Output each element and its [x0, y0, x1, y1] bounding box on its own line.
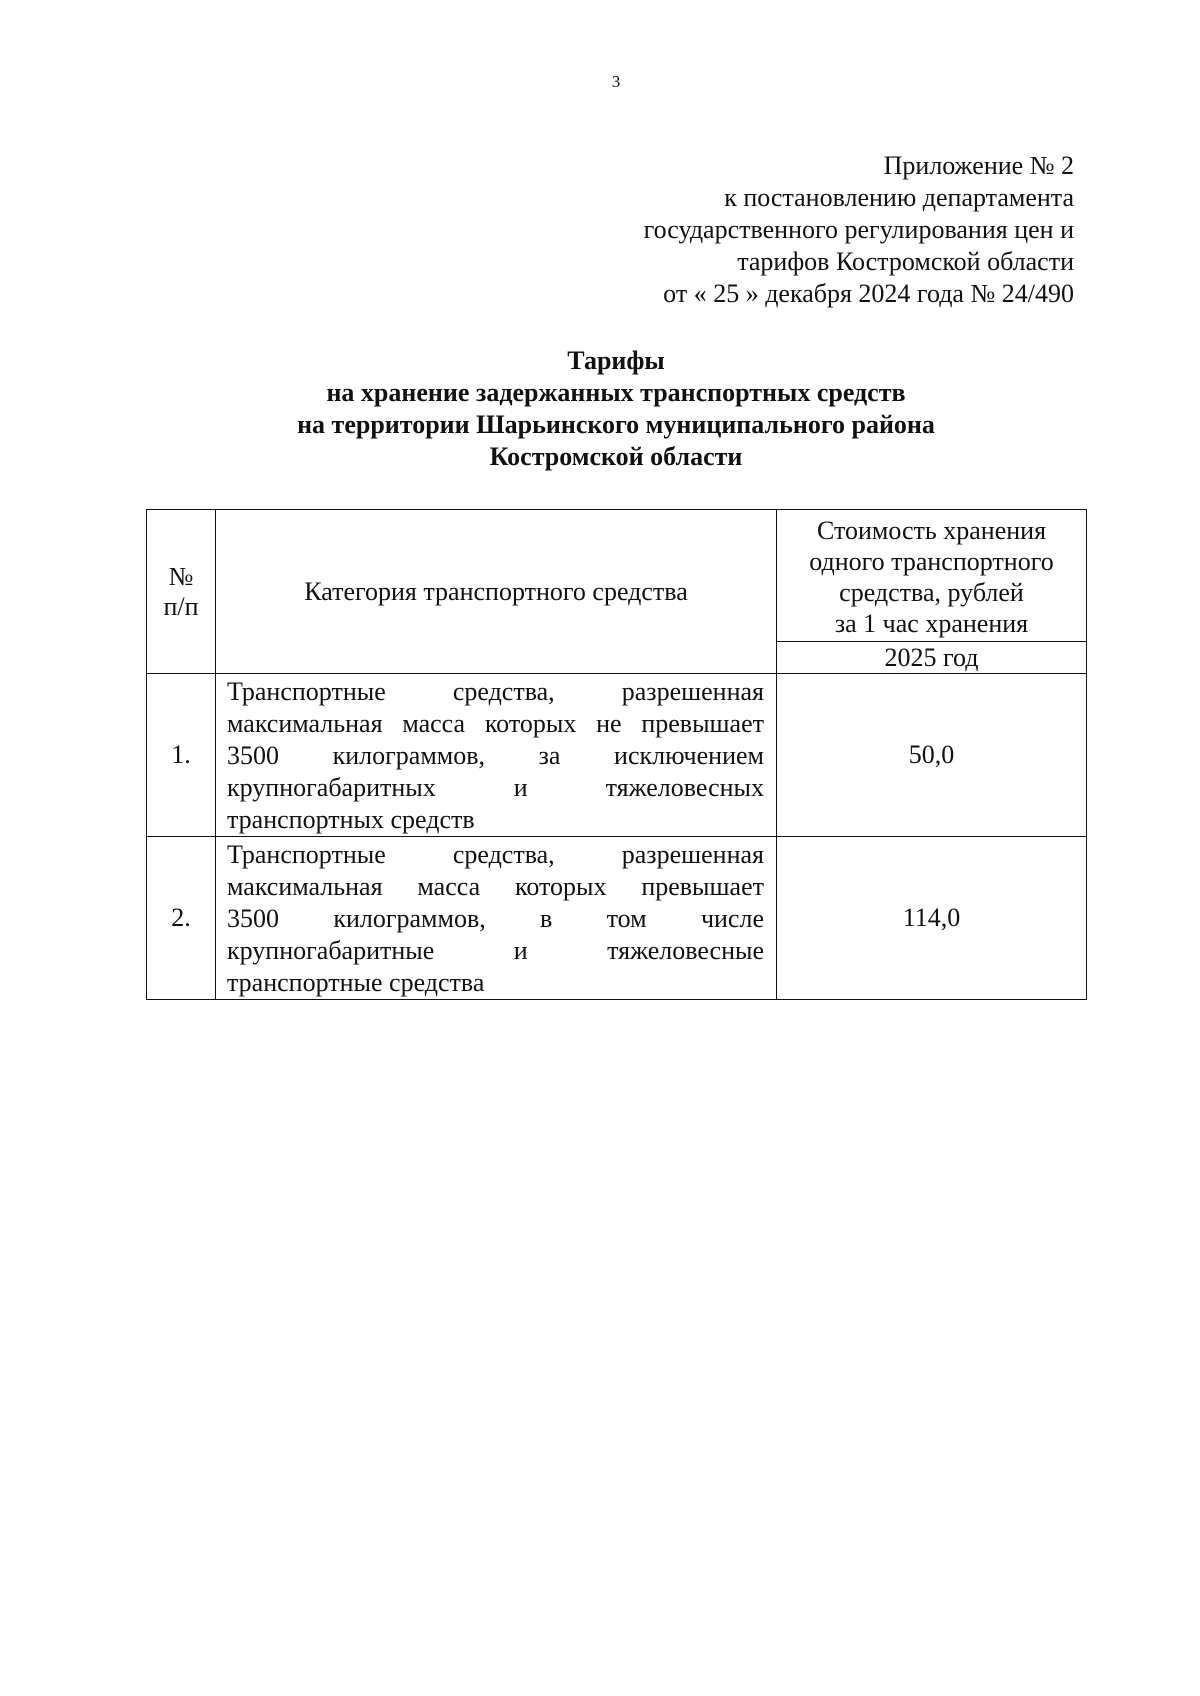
page-number: 3 — [611, 72, 621, 91]
appendix-line: Приложение № 2 — [883, 151, 1074, 180]
header-cost-line: за 1 час хранения — [834, 608, 1029, 638]
category-line: Транспортные средства, разрешенная — [227, 677, 764, 706]
category-line: крупногабаритные и тяжеловесные — [227, 936, 764, 965]
appendix-line: к постановлению департамента — [724, 183, 1074, 212]
appendix-line: тарифов Костромской области — [737, 247, 1074, 276]
header-cost-line: Стоимость хранения — [816, 515, 1047, 545]
header-cost-line: средства, рублей — [839, 577, 1024, 607]
appendix-line: государственного регулирования цен и — [643, 215, 1074, 244]
table-row — [147, 674, 1087, 837]
category-line: Транспортные средства, разрешенная — [227, 840, 764, 869]
appendix-header — [514, 150, 1074, 310]
title-line: Костромской области — [489, 442, 743, 471]
tariffs-table — [146, 509, 1087, 1000]
category-line: транспортные средства — [227, 968, 485, 997]
header-number-symbol: № — [168, 561, 194, 591]
header-category-cell: Категория транспортного средства — [216, 510, 777, 674]
category-line: максимальная масса которых превышает — [227, 872, 764, 901]
title-line: на хранение задержанных транспортных средств — [326, 378, 906, 407]
title-line: на территории Шарьинского муниципального района — [297, 410, 935, 439]
header-cost-line: одного транспортного — [809, 546, 1054, 576]
category-line: 3500 килограммов, в том числе — [227, 904, 764, 933]
header-year-cell: 2025 год — [777, 642, 1087, 674]
category-line: 3500 килограммов, за исключением — [227, 741, 764, 770]
document-title — [145, 345, 1087, 473]
header-cost-cell — [777, 510, 1087, 642]
table-row — [147, 837, 1087, 1000]
row-cost: 50,0 — [777, 674, 1087, 837]
table-header-row — [147, 510, 1087, 642]
category-line: транспортных средств — [227, 805, 475, 834]
row-category — [216, 837, 777, 1000]
row-number: 2. — [147, 837, 216, 1000]
header-number-abbr: п/п — [163, 591, 199, 621]
title-line: Тарифы — [567, 346, 665, 375]
category-line: максимальная масса которых не превышает — [227, 709, 764, 738]
row-cost: 114,0 — [777, 837, 1087, 1000]
row-category — [216, 674, 777, 837]
appendix-line: от « 25 » декабря 2024 года № 24/490 — [663, 279, 1074, 308]
category-line: крупногабаритных и тяжеловесных — [227, 773, 764, 802]
row-number: 1. — [147, 674, 216, 837]
header-number-cell — [147, 510, 216, 674]
